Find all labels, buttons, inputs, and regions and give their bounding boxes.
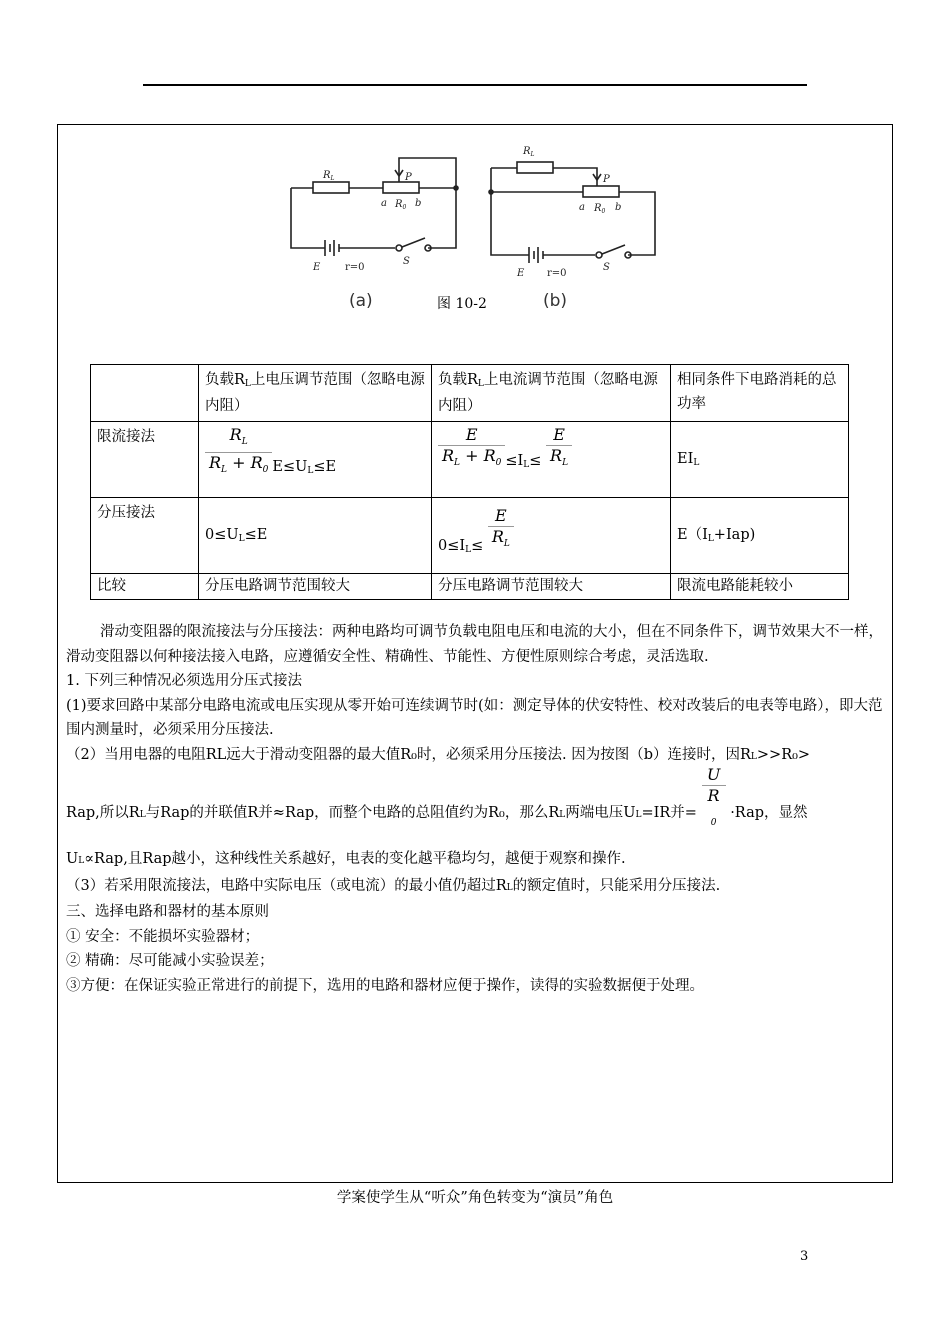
fraction: $\frac{E}{R_L}$ [546, 425, 572, 473]
svg-text:R0: $R_0$ [594, 203, 606, 215]
svg-text:E: E [313, 262, 321, 273]
row-name: 限流接法 [91, 422, 199, 498]
svg-text:b: b [415, 198, 422, 209]
compare-current: 分压电路调节范围较大 [432, 574, 671, 600]
comparison-table [90, 364, 849, 600]
table-row [91, 574, 849, 600]
svg-text:E: E [517, 268, 525, 279]
paragraph: ① 安全：不能损坏实验器材； [66, 928, 260, 945]
limit-voltage-range: $\frac{R_L}{R_L + R_0}$ E≤UL≤E [199, 422, 432, 498]
paragraph: UL∝Rap,且Rap越小，这种线性关系越好，电表的变化越平稳均匀，越便于观察和操作. [66, 851, 626, 868]
header-empty [91, 365, 199, 422]
paragraph: 滑动变阻器的限流接法与分压接法：两种电路均可调节负载电阻电压和电流的大小，但在不同条件下，调节效果大不一样，滑动变阻器以何种接法接入电路，应遵循安全性、精确性、节能性、方便性原则综合考虑，灵活选取. [66, 624, 883, 665]
fig-a-rl: R [323, 170, 331, 181]
svg-text:R0: $R_0$ [395, 199, 407, 211]
fraction: $\frac{E}{R_L}$ [488, 506, 514, 554]
fig-b-label: (b) [543, 291, 568, 311]
page-number: 3 [800, 1249, 809, 1264]
svg-text:RL: $R_L$ [523, 146, 535, 158]
circuit-a [291, 158, 458, 256]
svg-text:b: b [615, 202, 622, 213]
table-header-row [91, 365, 849, 422]
divider-voltage-range: 0≤UL≤E [199, 498, 432, 574]
svg-text:S: S [603, 262, 610, 273]
svg-text:RL: $R_L$ [323, 170, 335, 182]
divider-power: E（IL+Iap) [671, 498, 849, 574]
header-current: 负载RL上电流调节范围（忽略电源内阻） [432, 365, 671, 422]
footer-text: 学案使学生从“听众”角色转变为“演员”角色 [336, 1190, 614, 1206]
header-power: 相同条件下电路消耗的总功率 [671, 365, 849, 422]
paragraph: Rap,所以RL与Rap的并联值R并≈Rap，而整个电路的总阻值约为R₀，那么RL两端电压UL=IR并= U R $_0$ ·Rap，显然 [66, 779, 886, 847]
svg-text:P: P [405, 172, 412, 183]
paragraph: 三、选择电路和器材的基本原则 [66, 904, 269, 921]
figure-caption: 图 10-2 [437, 296, 487, 312]
paragraph: ③方便：在保证实验正常进行的前提下，选用的电路和器材应便于操作，读得的实验数据便于处理。 [66, 977, 704, 994]
body-text [66, 620, 886, 998]
paragraph: ② 精确：尽可能减小实验误差； [66, 953, 274, 970]
header-rule [143, 84, 807, 86]
svg-text:P: P [603, 174, 610, 185]
paragraph: (1)要求回路中某部分电路电流或电压实现从零开始可连续调节时(如：测定导体的伏安特性、校对改装后的电表等电路），即大范围内测量时，必须采用分压接法. [66, 697, 883, 738]
row-name: 比较 [91, 574, 199, 600]
compare-power: 限流电路能耗较小 [671, 574, 849, 600]
circuit-b [489, 162, 655, 263]
svg-text:r=0: r=0 [345, 262, 365, 273]
header-voltage: 负载RL上电压调节范围（忽略电源内阻） [199, 365, 432, 422]
table-row [91, 498, 849, 574]
table-row [91, 422, 849, 498]
divider-current-range: 0≤IL≤ $\frac{E}{R_L}$ [432, 498, 671, 574]
limit-current-range: $\frac{E}{R_L + R_0}$ ≤IL≤ $\frac{E}{R_L}$ [432, 422, 671, 498]
paragraph: （2）当用电器的电阻RL远大于滑动变阻器的最大值R₀时，必须采用分压接法. 因为按图（b）连接时，因RL>>R₀> [66, 746, 811, 763]
limit-power: EIL [671, 422, 849, 498]
circuit-figure [285, 128, 665, 318]
svg-text:S: S [403, 256, 410, 267]
fraction: $\frac{R_L}{R_L + R_0}$ [205, 425, 272, 480]
row-name: 分压接法 [91, 498, 199, 574]
svg-text:a: a [381, 198, 387, 209]
fig-a-label: (a) [349, 291, 373, 311]
svg-text:r=0: r=0 [547, 268, 567, 279]
paragraph: 1. 下列三种情况必须选用分压式接法 [66, 673, 302, 689]
fraction: U R $_0$ [702, 765, 726, 833]
fraction: $\frac{E}{R_L + R_0}$ [438, 425, 505, 473]
paragraph: （3）若采用限流接法，电路中实际电压（或电流）的最小值仍超过RL的额定值时，只能采用分压接法. [66, 877, 721, 894]
svg-text:a: a [579, 202, 585, 213]
compare-voltage: 分压电路调节范围较大 [199, 574, 432, 600]
